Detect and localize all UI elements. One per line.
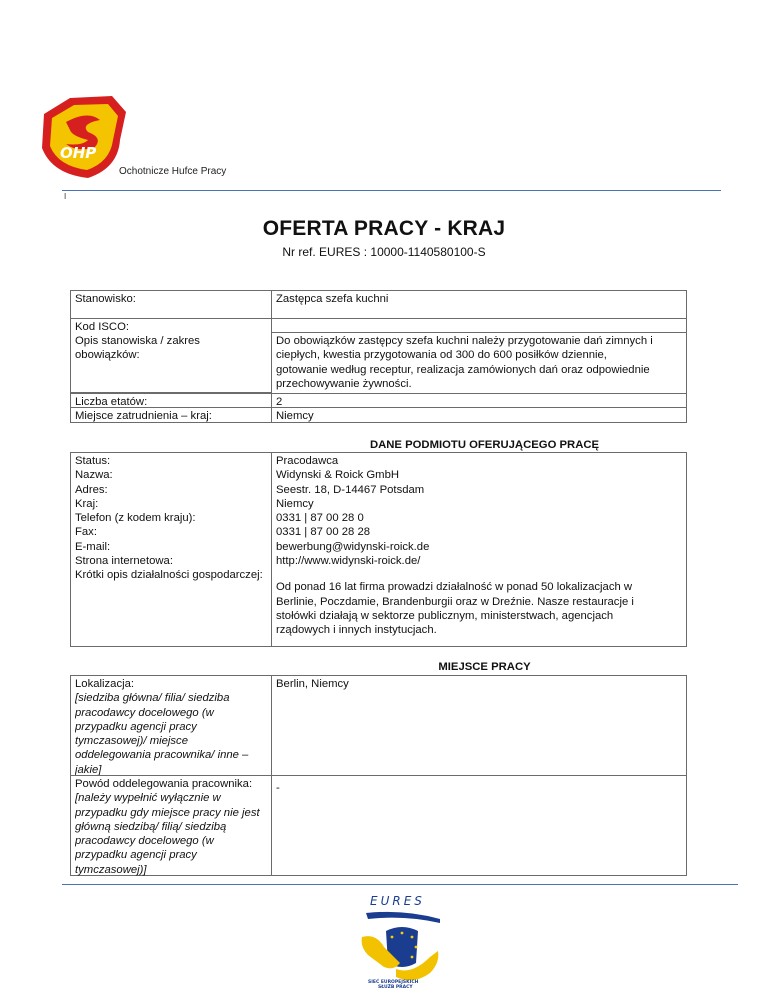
page-title: OFERTA PRACY - KRAJ xyxy=(262,217,506,240)
location-note-line: oddelegowania pracownika/ inne – xyxy=(75,749,249,762)
svg-text:EURES: EURES xyxy=(370,894,425,908)
svg-text:OHP: OHP xyxy=(60,144,97,162)
employer-section-heading: DANE PODMIOTU OFERUJĄCEGO PRACĘ xyxy=(369,439,600,451)
location-note-line: pracodawcy docelowego (w xyxy=(75,706,214,719)
employer-email[interactable]: bewerbung@widynski-roick.de xyxy=(276,540,430,553)
description-line: przechowywanie żywności. xyxy=(276,377,412,390)
svg-text:SIEĆ EUROPEJSKICH: SIEĆ EUROPEJSKICH xyxy=(368,980,419,985)
employer-value: Seestr. 18, D-14467 Potsdam xyxy=(276,483,425,496)
position-value-cell xyxy=(271,290,687,319)
position-label-cell xyxy=(70,290,272,319)
location-note-line: [siedziba główna/ filia/ siedziba xyxy=(75,692,230,705)
description-line: ciepłych, kwestia przygotowania od 300 do 600 posiłków dziennie, xyxy=(276,349,607,362)
isco-value-cell xyxy=(271,318,687,333)
location-value-cell xyxy=(271,675,687,776)
position-value: Zastępca szefa kuchni xyxy=(276,293,389,305)
positions-label: Liczba etatów: xyxy=(75,396,148,408)
employer-label: Adres: xyxy=(75,483,108,496)
employer-label: Status: xyxy=(75,455,111,467)
description-value-cell xyxy=(271,332,687,394)
activity-label: Krótki opis działalności gospodarczej: xyxy=(75,569,263,582)
employer-value: Pracodawca xyxy=(276,455,339,467)
positions-value: 2 xyxy=(276,396,283,408)
reason-value: - xyxy=(276,782,280,794)
positions-label-cell xyxy=(70,393,272,408)
description-line: gotowanie według receptur, realizacja zamówionych dań oraz odpowiednie xyxy=(276,363,650,376)
description-label-line: Opis stanowiska / zakres xyxy=(75,335,200,347)
employer-label: E-mail: xyxy=(75,540,111,553)
isco-label-cell xyxy=(70,318,272,333)
employer-label: Nazwa: xyxy=(75,469,113,482)
activity-line: rządowych i innych instytucjach. xyxy=(276,624,437,637)
reason-note-line: [należy wypełnić wyłącznie w xyxy=(75,792,221,805)
location-note-line: jakie] xyxy=(75,763,102,776)
reason-label: Powód oddelegowania pracownika: xyxy=(75,778,253,790)
employer-value: 0331 | 87 00 28 0 xyxy=(276,512,364,525)
position-label: Stanowisko: xyxy=(75,293,136,305)
employer-label: Kraj: xyxy=(75,497,99,510)
country-value: Niemcy xyxy=(276,410,314,422)
location-value: Berlin, Niemcy xyxy=(276,678,349,690)
description-label-line: obowiązków: xyxy=(75,349,140,362)
footer-divider xyxy=(62,884,738,885)
employer-label: Telefon (z kodem kraju): xyxy=(75,512,196,525)
employer-value: Widynski & Roick GmbH xyxy=(276,469,400,482)
employer-value: Niemcy xyxy=(276,497,314,510)
reference-number: Nr ref. EURES : 10000-1140580100-S xyxy=(282,245,486,259)
header-marker: I xyxy=(64,192,67,201)
reason-note-line: przypadku agencji pracy xyxy=(75,849,197,862)
country-label-cell xyxy=(70,407,272,423)
location-label: Lokalizacja: xyxy=(75,678,135,690)
location-note-line: tymczasowej)/ miejsce xyxy=(75,735,188,748)
reason-note-line: przypadku gdy miejsce pracy nie jest xyxy=(75,806,260,819)
employer-label-column xyxy=(70,452,272,647)
activity-line: Od ponad 16 lat firma prowadzi działalność w ponad 50 lokalizacjach w xyxy=(276,581,633,594)
employer-label: Fax: xyxy=(75,526,97,539)
employer-website[interactable]: http://www.widynski-roick.de/ xyxy=(276,555,421,568)
employer-value-column xyxy=(271,452,687,647)
positions-value-cell xyxy=(271,393,687,408)
employer-label: Strona internetowa: xyxy=(75,555,173,568)
employer-value: 0331 | 87 00 28 28 xyxy=(276,526,371,539)
description-label-cell xyxy=(70,333,272,393)
activity-line: stołówki działają w sektorze publicznym, ministerstwach, agencjach xyxy=(276,609,614,622)
location-label-cell xyxy=(70,675,272,776)
activity-line: Berlinie, Poczdamie, Brandenburgii oraz w Dreźnie. Nasze restauracje i xyxy=(276,595,634,608)
reason-note-line: pracodawcy docelowego (w xyxy=(75,835,214,848)
isco-label: Kod ISCO: xyxy=(75,321,129,333)
description-line: Do obowiązków zastępcy szefa kuchni należy przygotowanie dań zimnych i xyxy=(276,335,653,347)
country-label: Miejsce zatrudnienia – kraj: xyxy=(75,410,212,422)
reason-note-line: tymczasowej)] xyxy=(75,863,147,876)
svg-text:SŁUŻB PRACY: SŁUŻB PRACY xyxy=(378,985,413,988)
eures-logo xyxy=(356,893,446,988)
header-divider xyxy=(62,190,721,191)
reason-value-cell xyxy=(271,775,687,876)
location-note-line: przypadku agencji pracy xyxy=(75,720,197,733)
organization-name: Ochotnicze Hufce Pracy xyxy=(119,166,227,177)
reason-note-line: główną siedzibą/ filią/ siedzibą xyxy=(75,820,227,833)
country-value-cell xyxy=(271,407,687,423)
reason-label-cell xyxy=(70,775,272,876)
workplace-section-heading: MIEJSCE PRACY xyxy=(438,661,531,673)
